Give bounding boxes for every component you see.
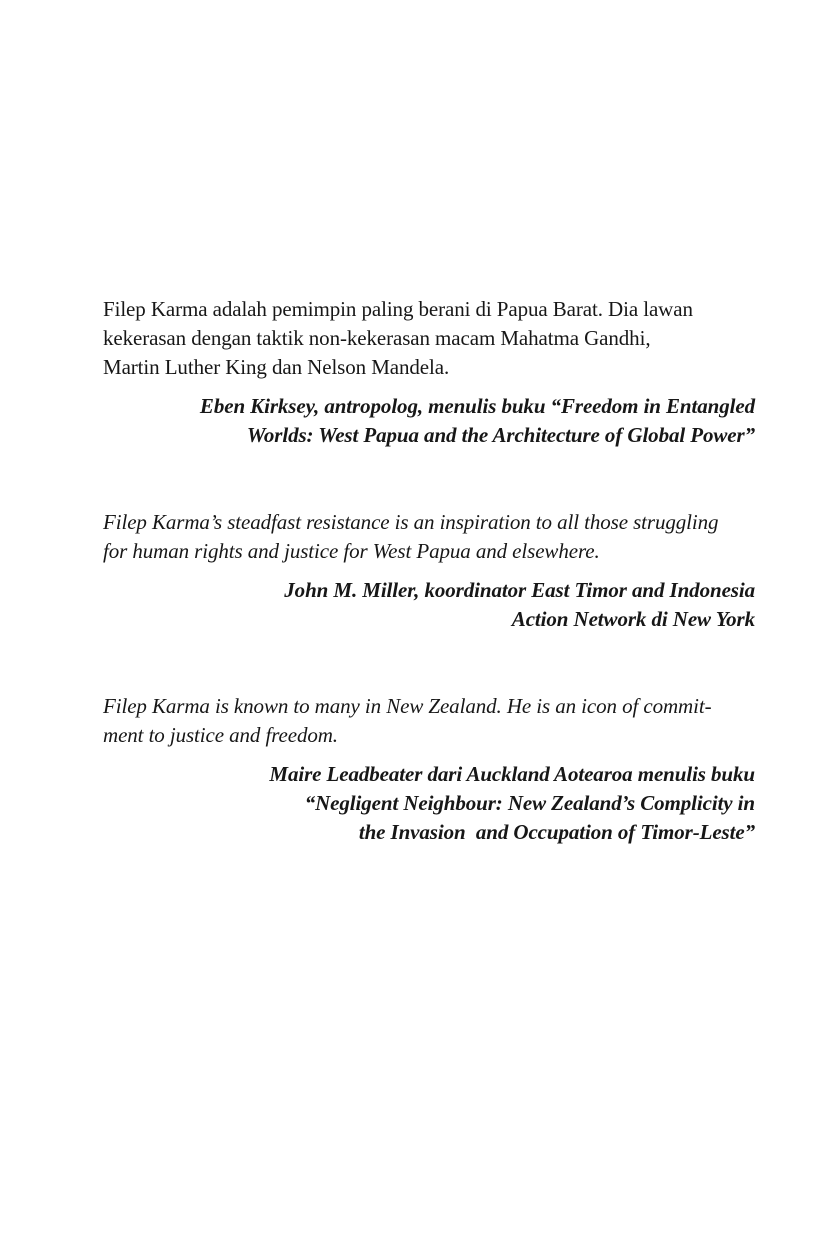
quote-line: Martin Luther King dan Nelson Mandela.: [103, 355, 450, 379]
quote-line: for human rights and justice for West Papua and elsewhere.: [103, 539, 600, 563]
quote-attribution: [103, 392, 755, 450]
attribution-line: the Invasion and Occupation of Timor-Leste”: [358, 820, 755, 844]
attribution-line: John M. Miller, koordinator East Timor and Indonesia: [284, 578, 755, 602]
quote-line: ment to justice and freedom.: [103, 723, 338, 747]
quote-group-leadbeater: [103, 692, 755, 847]
praise-quotes-section: [103, 295, 755, 847]
attribution-line: Action Network di New York: [511, 607, 755, 631]
quote-line: kekerasan dengan taktik non-kekerasan macam Mahatma Gandhi,: [103, 326, 651, 350]
quote-line: Filep Karma adalah pemimpin paling berani di Papua Barat. Dia lawan: [103, 297, 693, 321]
attribution-line: Worlds: West Papua and the Architecture of Global Power”: [246, 423, 755, 447]
quote-attribution: [103, 576, 755, 634]
quote-text: [103, 295, 755, 382]
quote-group-kirksey: [103, 295, 755, 450]
quote-line: Filep Karma’s steadfast resistance is an inspiration to all those struggling: [103, 510, 719, 534]
quote-line: Filep Karma is known to many in New Zealand. He is an icon of commit-: [103, 694, 712, 718]
attribution-line: Maire Leadbeater dari Auckland Aotearoa menulis buku: [269, 762, 755, 786]
quote-attribution: [103, 760, 755, 847]
quote-text: [103, 692, 755, 750]
attribution-line: “Negligent Neighbour: New Zealand’s Complicity in: [304, 791, 755, 815]
quote-group-miller: [103, 508, 755, 634]
quote-text: [103, 508, 755, 566]
attribution-line: Eben Kirksey, antropolog, menulis buku “Freedom in Entangled: [199, 394, 755, 418]
